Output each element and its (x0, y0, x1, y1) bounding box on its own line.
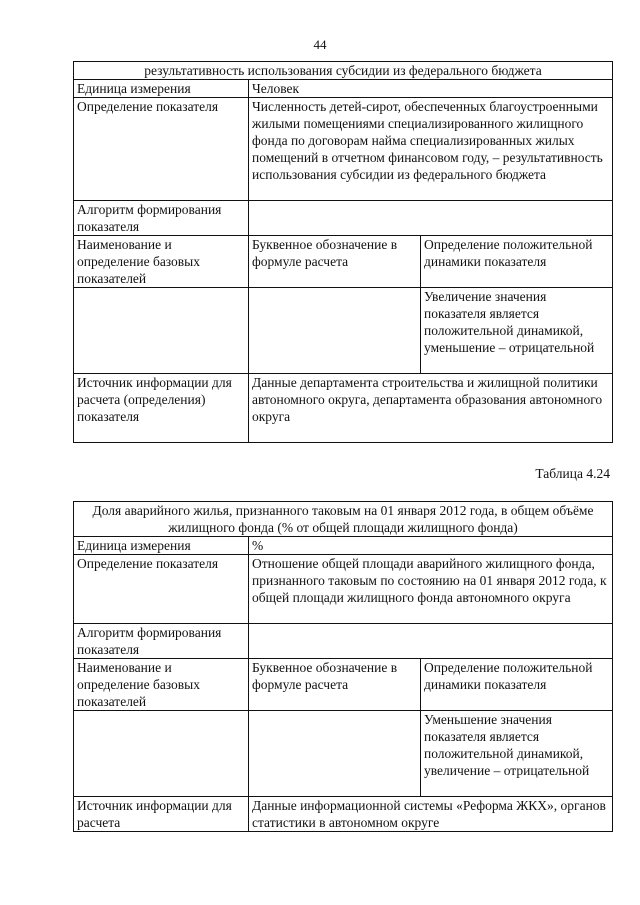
table-row (74, 288, 613, 374)
letter-designation-label: Буквенное обозначение в формуле расчета (249, 236, 421, 288)
table-row (74, 374, 613, 443)
definition-label: Определение показателя (74, 98, 249, 201)
table-row (74, 98, 613, 201)
indicator-table-2 (73, 501, 613, 832)
definition-value: Отношение общей площади аварийного жилищного фонда, признанного таковым по состоянию на 01 января 2012 года, к общей площади жилищного фонда автономного округа (249, 555, 613, 624)
empty-cell (74, 711, 249, 797)
table-row (74, 236, 613, 288)
table-row (74, 62, 613, 80)
dynamics-value: Уменьшение значения показателя является положительной динамикой, увеличение – отрицательной (421, 711, 613, 797)
unit-label: Единица измерения (74, 537, 249, 555)
algorithm-value (249, 624, 613, 659)
table-row (74, 624, 613, 659)
algorithm-label: Алгоритм формирования показателя (74, 624, 249, 659)
empty-cell (249, 711, 421, 797)
table-title: результативность использования субсидии из федерального бюджета (74, 62, 613, 80)
table-row (74, 659, 613, 711)
empty-cell (74, 288, 249, 374)
page-number: 44 (313, 37, 327, 52)
dynamics-value: Увеличение значения показателя является положительной динамикой, уменьшение – отрицательной (421, 288, 613, 374)
table-row (74, 797, 613, 832)
unit-label: Единица измерения (74, 80, 249, 98)
table-row (74, 555, 613, 624)
base-indicators-label: Наименование и определение базовых показателей (74, 236, 249, 288)
table-title: Доля аварийного жилья, признанного таковым на 01 января 2012 года, в общем объёме жилищного фонда (% от общей площади жилищного фонда) (74, 502, 613, 537)
algorithm-value (249, 201, 613, 236)
table-row (74, 537, 613, 555)
dynamics-label: Определение положительной динамики показателя (421, 236, 613, 288)
algorithm-label: Алгоритм формирования показателя (74, 201, 249, 236)
unit-value: Человек (249, 80, 613, 98)
table-row (74, 502, 613, 537)
source-label: Источник информации для расчета (определения) показателя (74, 374, 249, 443)
source-label: Источник информации для расчета (74, 797, 249, 832)
base-indicators-label: Наименование и определение базовых показателей (74, 659, 249, 711)
dynamics-label: Определение положительной динамики показателя (421, 659, 613, 711)
source-value: Данные департамента строительства и жилищной политики автономного округа, департамента образования автономного округа (249, 374, 613, 443)
table-row (74, 201, 613, 236)
table-row (74, 711, 613, 797)
table-row (74, 80, 613, 98)
definition-value: Численность детей-сирот, обеспеченных благоустроенными жилыми помещениями специализированного жилищного фонда по договорам найма специализированных жилых помещений в отчетном финансовом году, – результативность использования субсидии из федерального бюджета (249, 98, 613, 201)
table-caption: Таблица 4.24 (535, 466, 610, 481)
definition-label: Определение показателя (74, 555, 249, 624)
indicator-table-1 (73, 61, 613, 443)
letter-designation-label: Буквенное обозначение в формуле расчета (249, 659, 421, 711)
unit-value: % (249, 537, 613, 555)
empty-cell (249, 288, 421, 374)
source-value: Данные информационной системы «Реформа ЖКХ», органов статистики в автономном округе (249, 797, 613, 832)
